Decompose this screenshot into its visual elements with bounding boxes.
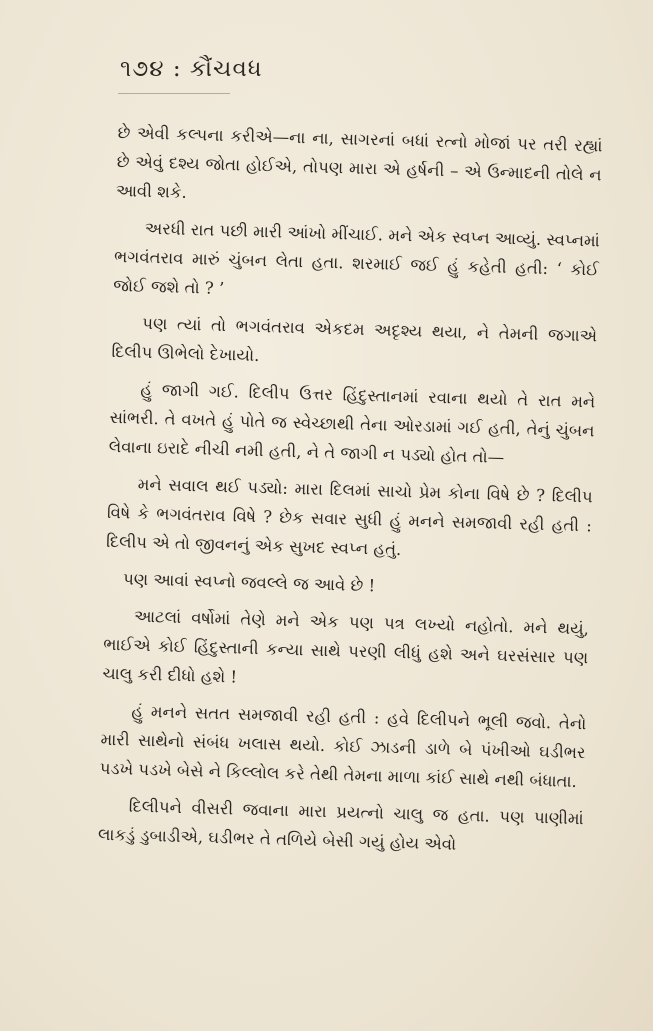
paragraph-1: છે એવી કલ્પના કરીએ—ના ના, સાગરનાં બધાં રત્નો મોજાં પર તરી રહ્યાં છે એવું દશ્ય જોતા હોઈએ, તોપણ મારા એ હર્ષની – એ ઉન્માદની તોલે ન આવી શકે.	[115, 122, 603, 202]
paragraph-8: હું મનને સતત સમજાવી રહી હતી : હવે દિલીપને ભૂલી જવો. તેનો મારી સાથેનો સંબંધ ખલાસ થયો. કોઈ ઝાડની ડાળે બે પંખીઓ ઘડીભર પડખે પડખે બેસે ને કિલ્લોલ કરે તેથી તેમના માળા કાંઈ સાથે નથી બંધાતા.	[99, 701, 587, 792]
page-number: ૧૭૪	[120, 56, 165, 82]
paragraph-6: પણ આવાં સ્વપ્નો જવલ્લે જ આવે છે !	[122, 569, 376, 596]
header-separator: :	[172, 56, 182, 82]
paragraph-4: હું જાગી ગઈ. દિલીપ ઉત્તર હિંદુસ્તાનમાં રવાના થયો તે રાત મને સાંભરી. તે વખતે હું પોતે જ સ્વેચ્છાથી તેના ઓરડામાં ગઈ હતી, તેનું ચુંબન લેવાના ઇરાદે નીચી નમી હતી, ને તે જાગી ન પડ્યો હોત તો—	[108, 379, 596, 467]
chapter-title: કૌંચવધ	[189, 56, 263, 82]
paragraph-3: પણ ત્યાં તો ભગવંતરાવ એકદમ અદૃશ્ય થયા, ને તેમની જગાએ દિલીપ ઊભેલો દેખાયો.	[111, 313, 598, 366]
paragraph-5: મને સવાલ થઈ પડ્યો: મારા દિલમાં સાચો પ્રેમ કોના વિષે છે ? દિલીપ વિષે કે ભગવંતરાવ વિષે ? છેક સવાર સુધી હું મનને સમજાવી રહી હતી : દિલીપ એ તો જીવનનું એક સુખદ સ્વપ્ન હતું.	[105, 474, 593, 560]
body-text	[97, 118, 602, 870]
paragraph-2: અરધી રાત પછી મારી આંખો મીંચાઈ. મને એક સ્વપ્ન આવ્યું. સ્વપ્નમાં ભગવંતરાવ મારું ચુંબન લેતા હતા. શરમાઈ જઈ હું કહેતી હતી: ‘ કોઈ જોઈ જશે તો ? ’	[113, 218, 601, 299]
paragraph-7: આટલાં વર્ષોમાં તેણે મને એક પણ પત્ર લખ્યો નહોતો. મને થયું, ભાઈએ કોઈ હિંદુસ્તાની કન્યા સાથે પરણી લીધું હશે અને ઘરસંસાર પણ ચાલુ કરી દીધો હશે !	[102, 606, 590, 687]
running-header	[120, 56, 263, 82]
paragraph-9: દિલીપને વીસરી જવાના મારા પ્રયત્નો ચાલુ જ હતા. પણ પાણીમાં લાકડું ડુબાડીએ, ઘડીભર તે તળિયે બેસી ગયું હોય એવો	[97, 796, 584, 854]
header-rule	[118, 93, 230, 94]
